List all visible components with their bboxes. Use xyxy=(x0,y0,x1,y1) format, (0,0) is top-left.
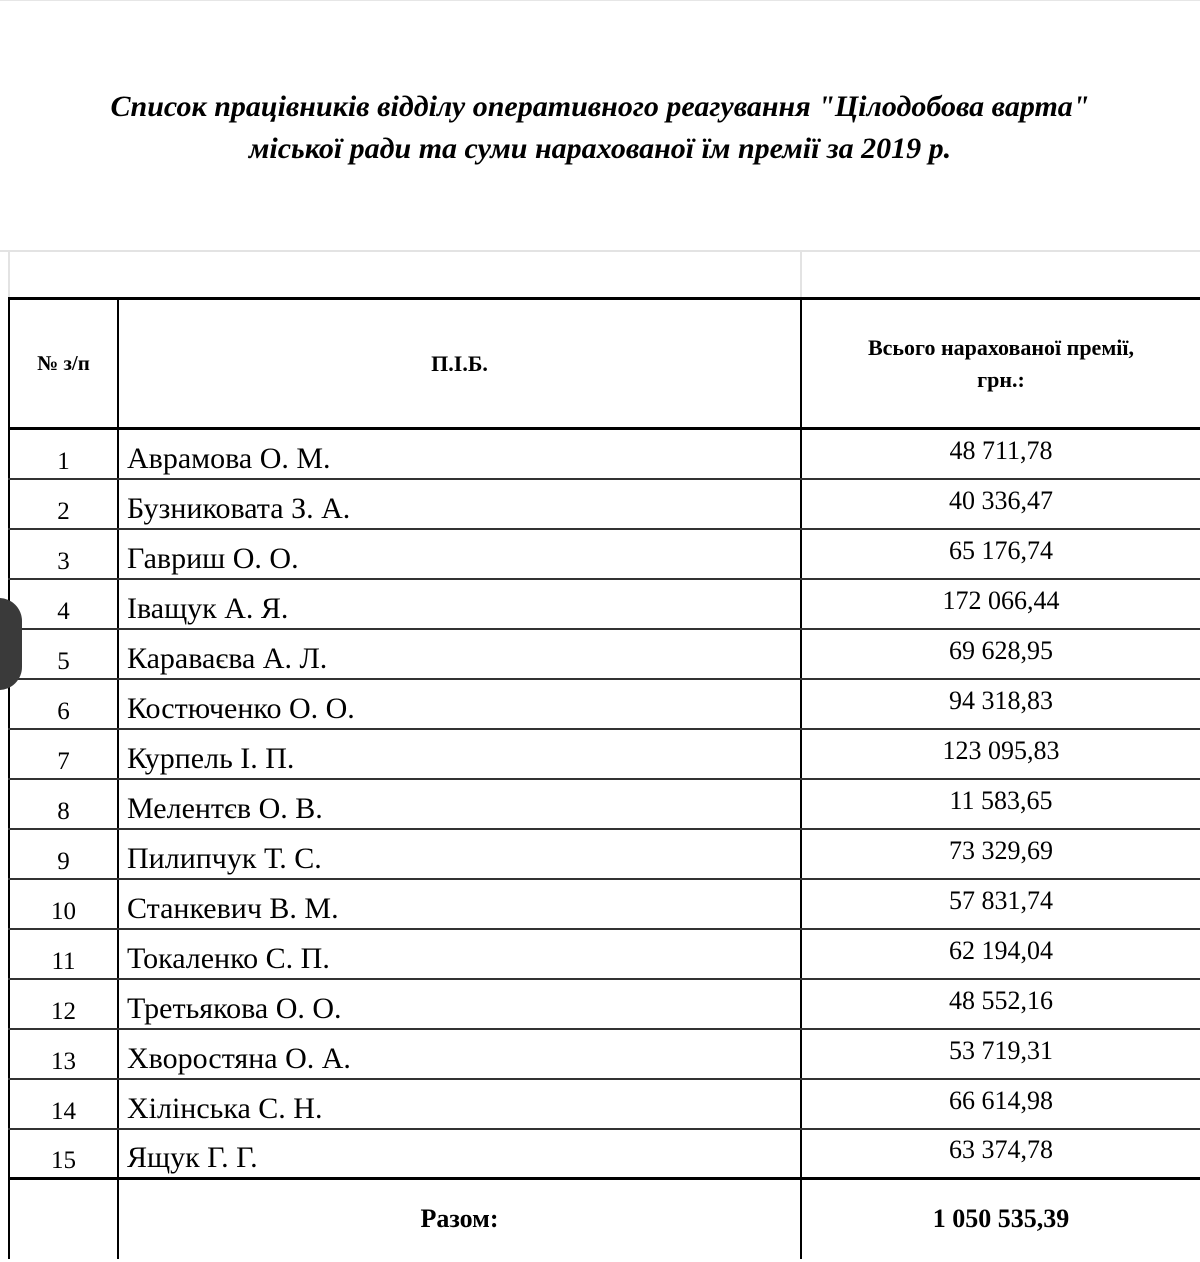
table-row xyxy=(9,929,1200,979)
row-sum: 69 628,95 xyxy=(801,629,1200,679)
row-sum: 123 095,83 xyxy=(801,729,1200,779)
row-name: Хілінська С. Н. xyxy=(118,1079,801,1129)
row-number: 9 xyxy=(9,829,118,879)
table-row xyxy=(9,579,1200,629)
table-row xyxy=(9,829,1200,879)
table-row xyxy=(9,779,1200,829)
spreadsheet-strip xyxy=(0,250,1200,252)
table-row xyxy=(9,679,1200,729)
spreadsheet-strip-divider xyxy=(800,250,802,298)
row-sum: 48 711,78 xyxy=(801,429,1200,479)
scroll-handle[interactable] xyxy=(0,598,22,690)
row-sum: 48 552,16 xyxy=(801,979,1200,1029)
table-header-row xyxy=(9,299,1200,429)
table-row xyxy=(9,479,1200,529)
row-number: 2 xyxy=(9,479,118,529)
row-number: 1 xyxy=(9,429,118,479)
row-number: 13 xyxy=(9,1029,118,1079)
spreadsheet-strip-divider xyxy=(8,250,10,298)
row-number: 11 xyxy=(9,929,118,979)
row-number: 8 xyxy=(9,779,118,829)
total-label: Разом: xyxy=(118,1179,801,1259)
table-row xyxy=(9,729,1200,779)
row-number: 14 xyxy=(9,1079,118,1129)
row-name: Караваєва А. Л. xyxy=(118,629,801,679)
row-sum: 57 831,74 xyxy=(801,879,1200,929)
row-number: 3 xyxy=(9,529,118,579)
row-number: 6 xyxy=(9,679,118,729)
total-sum: 1 050 535,39 xyxy=(801,1179,1200,1259)
row-number: 4 xyxy=(9,579,118,629)
row-number: 15 xyxy=(9,1129,118,1179)
title-line-1: Список працівників відділу оперативного реагування "Цілодобова варта" xyxy=(110,90,1090,123)
table-row xyxy=(9,429,1200,479)
row-name: Курпель І. П. xyxy=(118,729,801,779)
row-number: 12 xyxy=(9,979,118,1029)
row-sum: 73 329,69 xyxy=(801,829,1200,879)
table-row xyxy=(9,629,1200,679)
row-name: Хворостяна О. А. xyxy=(118,1029,801,1079)
row-name: Мелентєв О. В. xyxy=(118,779,801,829)
row-name: Гавриш О. О. xyxy=(118,529,801,579)
row-sum: 40 336,47 xyxy=(801,479,1200,529)
table-row xyxy=(9,979,1200,1029)
table-row xyxy=(9,529,1200,579)
total-empty-cell xyxy=(9,1179,118,1259)
table-row xyxy=(9,1029,1200,1079)
table-row xyxy=(9,879,1200,929)
row-sum: 172 066,44 xyxy=(801,579,1200,629)
table-row xyxy=(9,1079,1200,1129)
row-sum: 63 374,78 xyxy=(801,1129,1200,1179)
row-name: Іващук А. Я. xyxy=(118,579,801,629)
document-title xyxy=(0,86,1200,170)
header-sum-line-1: Всього нарахованої премії, xyxy=(867,334,1135,360)
row-name: Бузниковата З. А. xyxy=(118,479,801,529)
row-name: Токаленко С. П. xyxy=(118,929,801,979)
header-sum xyxy=(801,299,1200,429)
row-sum: 94 318,83 xyxy=(801,679,1200,729)
table-row xyxy=(9,1129,1200,1179)
total-row xyxy=(9,1179,1200,1259)
row-number: 5 xyxy=(9,629,118,679)
header-sum-line-2: грн.: xyxy=(977,366,1025,392)
row-sum: 11 583,65 xyxy=(801,779,1200,829)
bonus-table xyxy=(8,297,1200,1259)
row-name: Третьякова О. О. xyxy=(118,979,801,1029)
row-sum: 66 614,98 xyxy=(801,1079,1200,1129)
row-sum: 62 194,04 xyxy=(801,929,1200,979)
row-name: Аврамова О. М. xyxy=(118,429,801,479)
row-name: Костюченко О. О. xyxy=(118,679,801,729)
top-border xyxy=(0,0,1200,1)
row-name: Ящук Г. Г. xyxy=(118,1129,801,1179)
row-name: Станкевич В. М. xyxy=(118,879,801,929)
header-name: П.І.Б. xyxy=(118,299,801,429)
row-number: 10 xyxy=(9,879,118,929)
header-number: № з/п xyxy=(9,299,118,429)
title-line-2: міської ради та суми нарахованої їм премії за 2019 р. xyxy=(248,132,952,165)
row-number: 7 xyxy=(9,729,118,779)
row-name: Пилипчук Т. С. xyxy=(118,829,801,879)
row-sum: 65 176,74 xyxy=(801,529,1200,579)
row-sum: 53 719,31 xyxy=(801,1029,1200,1079)
